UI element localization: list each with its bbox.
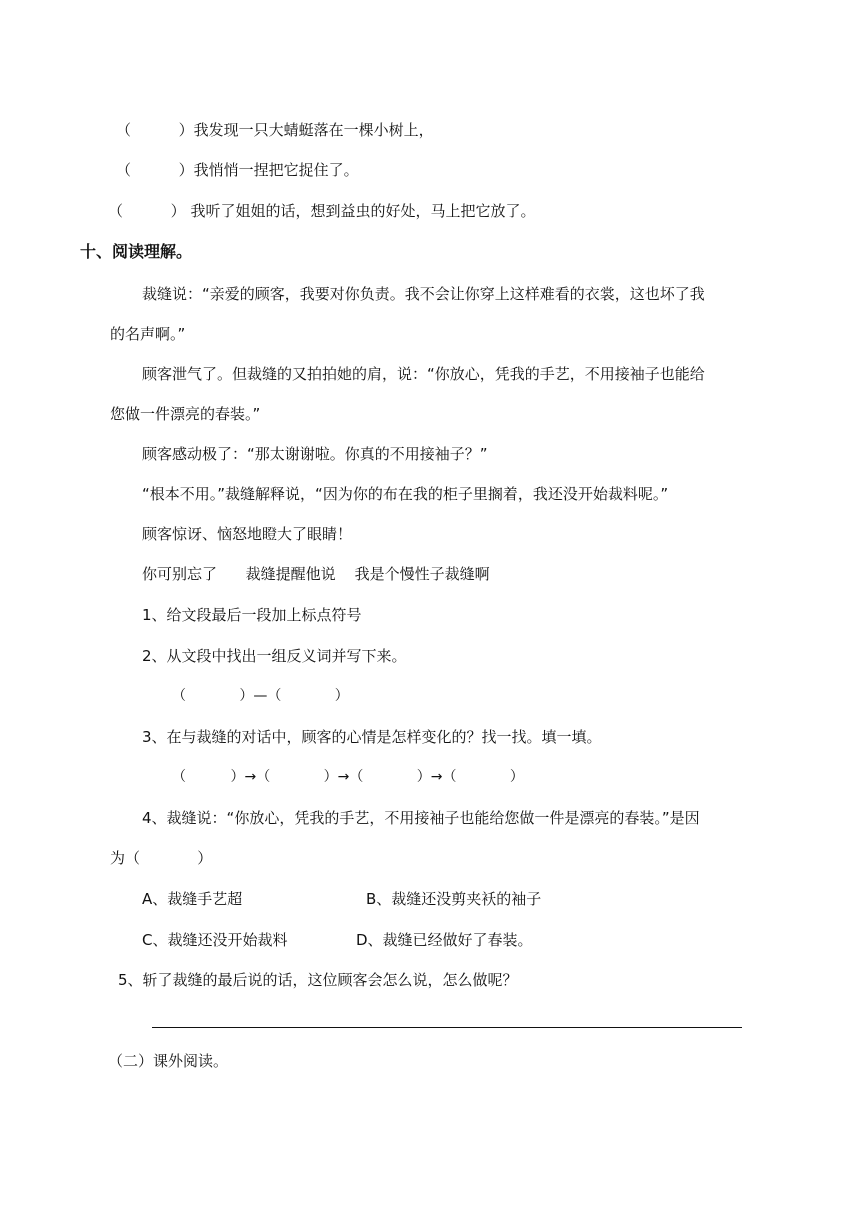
option-b[interactable]: B、裁缝还没剪夹袄的袖子: [366, 890, 542, 908]
order-item-3: （ ） 我听了姐姐的话，想到益虫的好处，马上把它放了。: [108, 202, 536, 220]
answer-line[interactable]: [152, 1027, 742, 1028]
order-item-1: （ ）我发现一只大蜻蜓落在一棵小树上，: [116, 121, 434, 139]
passage-line-5: 顾客感动极了：“那太谢谢啦。你真的不用接袖子？”: [142, 445, 488, 463]
passage-line-2: 的名声啊。”: [110, 325, 186, 343]
question-3-blank[interactable]: （ ）→（ ）→（ ）→（ ）: [172, 769, 524, 785]
passage-line-4: 您做一件漂亮的春装。”: [110, 405, 261, 423]
option-d[interactable]: D、裁缝已经做好了春装。: [356, 931, 533, 949]
passage-line-6: “根本不用。”裁缝解释说，“因为你的布在我的柜子里搁着，我还没开始裁料呢。”: [142, 485, 669, 503]
question-5: 5、斩了裁缝的最后说的话，这位顾客会怎么说，怎么做呢？: [118, 971, 518, 989]
section-ten-heading: 十、阅读理解。: [80, 242, 193, 261]
option-a[interactable]: A、裁缝手艺超: [142, 890, 243, 908]
question-2-blank[interactable]: （ ）—（ ）: [172, 688, 349, 704]
option-c[interactable]: C、裁缝还没开始裁料: [142, 931, 288, 949]
passage-line-8: 你可别忘了 裁缝提醒他说 我是个慢性子裁缝啊: [142, 565, 490, 583]
question-3: 3、在与裁缝的对话中，顾客的心情是怎样变化的？找一找。填一填。: [142, 728, 602, 746]
question-4-line-1: 4、裁缝说：“你放心，凭我的手艺，不用接袖子也能给您做一件是漂亮的春装。”是因: [142, 809, 700, 827]
question-2: 2、从文段中找出一组反义词并写下来。: [142, 647, 407, 665]
order-item-2: （ ）我悄悄一捏把它捉住了。: [116, 161, 359, 179]
question-1: 1、给文段最后一段加上标点符号: [142, 606, 362, 624]
passage-line-7: 顾客惊讶、恼怒地瞪大了眼睛！: [142, 525, 353, 543]
passage-line-3: 顾客泄气了。但裁缝的又拍拍她的肩，说：“你放心，凭我的手艺，不用接袖子也能给: [142, 365, 705, 383]
question-4-line-2[interactable]: 为（ ）: [110, 849, 213, 867]
section-two-heading: （二）课外阅读。: [108, 1052, 229, 1070]
passage-line-1: 裁缝说：“亲爱的顾客，我要对你负责。我不会让你穿上这样难看的衣裳，这也坏了我: [142, 285, 705, 303]
